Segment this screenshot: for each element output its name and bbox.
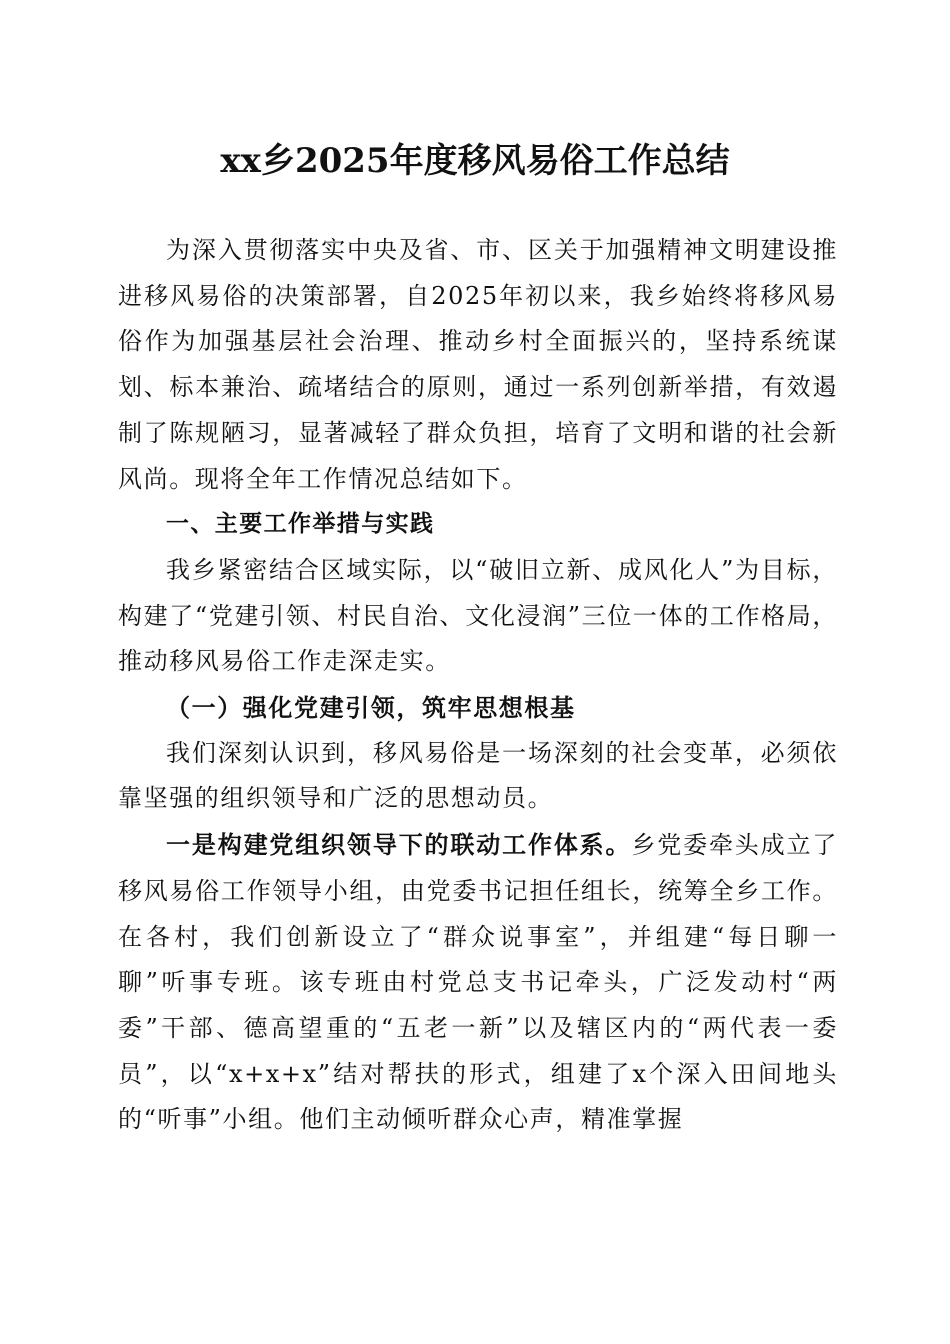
subsection-heading: （一）强化党建引领，筑牢思想根基: [166, 693, 576, 723]
document-title: xx乡2025年度移风易俗工作总结: [220, 141, 730, 181]
point-paragraph: [118, 822, 838, 1143]
intro-paragraph: 为深入贯彻落实中央及省、市、区关于加强精神文明建设推进移风易俗的决策部署，自2025年初以来，我乡始终将移风易俗作为加强基层社会治理、推动乡村全面振兴的，坚持系统谋划、标本兼治、疏堵结合的原则，通过一系列创新举措，有效遏制了陈规陋习，显著减轻了群众负担，培育了文明和谐的社会新风尚。现将全年工作情况总结如下。: [118, 236, 838, 493]
section-heading: 一、主要工作举措与实践: [166, 511, 435, 538]
document-body: [118, 228, 838, 1143]
point-lead: 一是构建党组织领导下的联动工作体系。: [166, 830, 632, 860]
point-text: 乡党委牵头成立了移风易俗工作领导小组，由党委书记担任组长，统筹全乡工作。在各村，我们创新设立了“群众说事室”，并组建“每日聊一聊”听事专班。该专班由村党总支书记牵头，广泛发动村“两委”干部、德高望重的“五老一新”以及辖区内的“两代表一委员”，以“x+x+x”结对帮扶的形式，组建了x个深入田间地头的“听事”小组。他们主动倾听群众心声，精准掌握: [118, 831, 838, 1134]
subsection-paragraph: 我们深刻认识到，移风易俗是一场深刻的社会变革，必须依靠坚强的组织领导和广泛的思想动员。: [118, 738, 838, 813]
section-paragraph: 我乡紧密结合区域实际，以“破旧立新、成风化人”为目标，构建了“党建引领、村民自治、文化浸润”三位一体的工作格局，推动移风易俗工作走深走实。: [118, 555, 838, 676]
